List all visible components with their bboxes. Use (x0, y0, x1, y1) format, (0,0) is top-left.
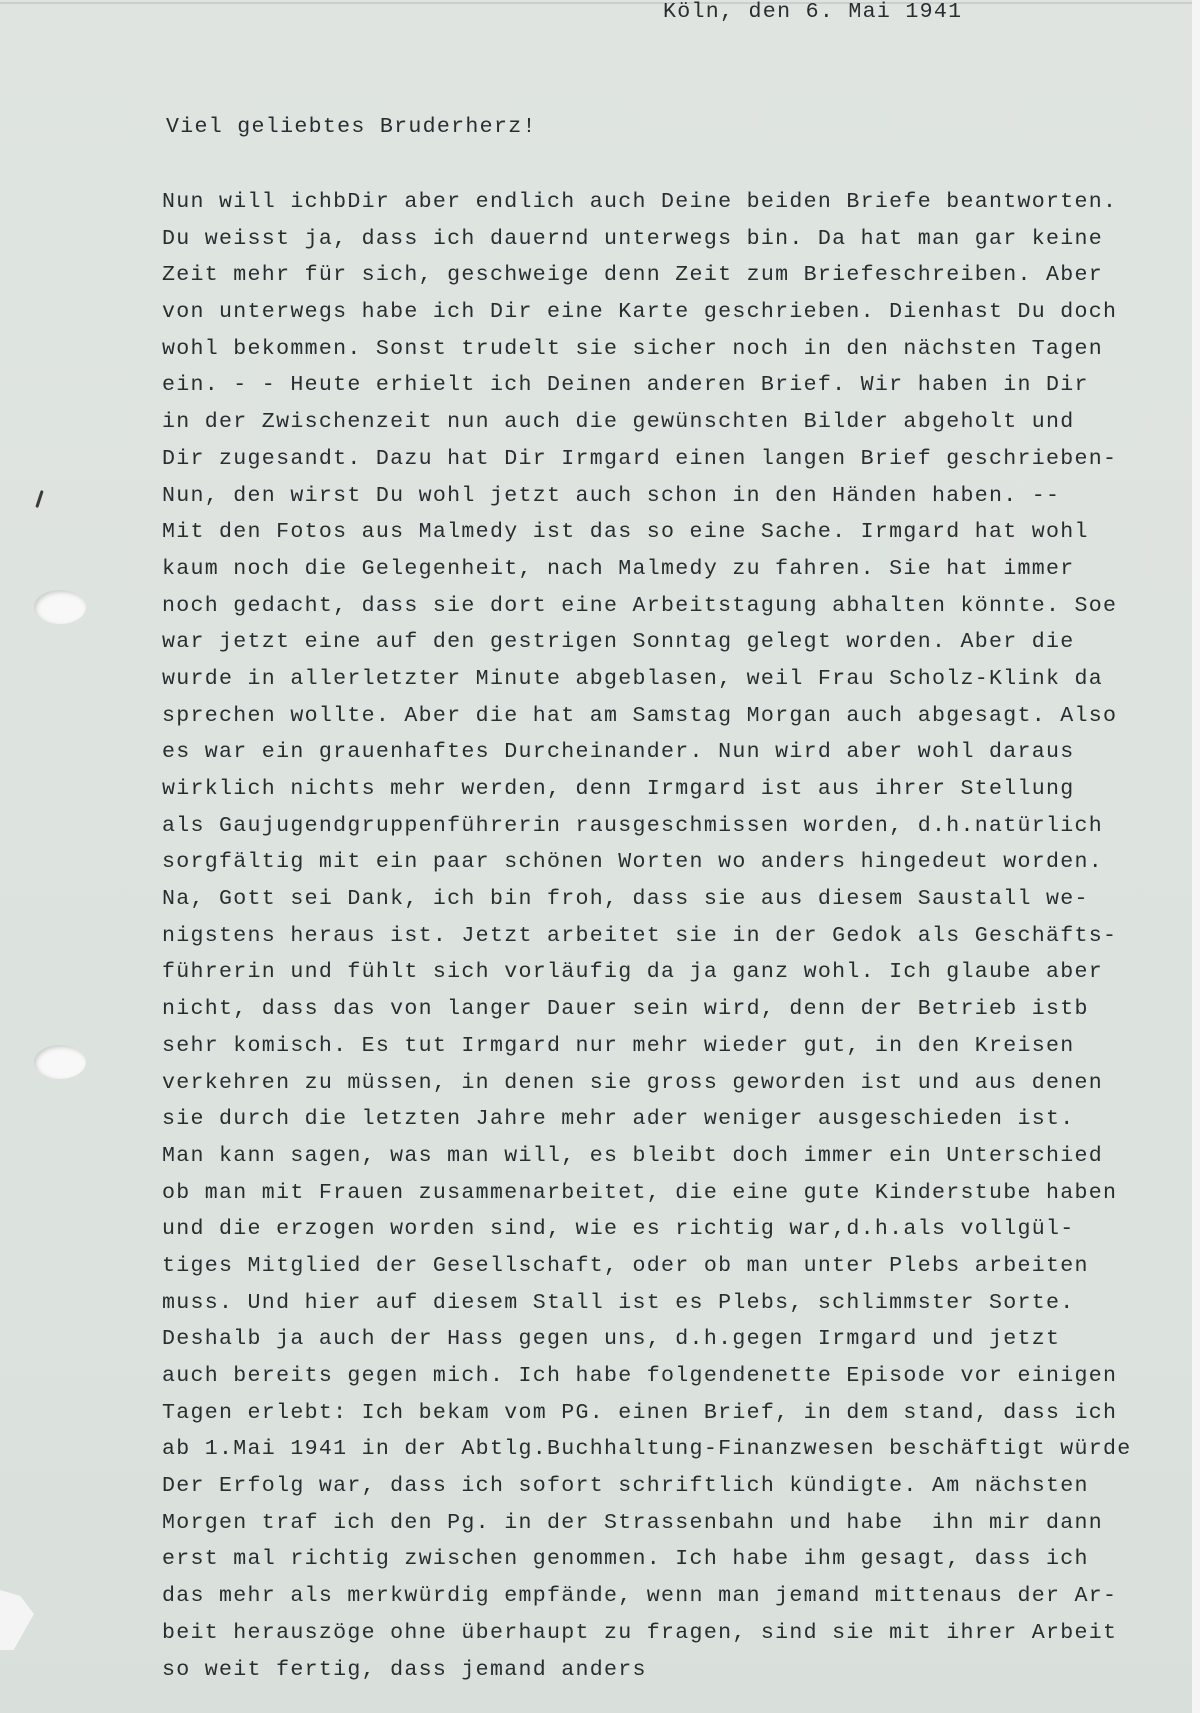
letter-line: Der Erfolg war, dass ich sofort schriftlich kündigte. Am nächsten (162, 1474, 1089, 1499)
letter-salutation: Viel geliebtes Bruderherz! (166, 115, 537, 139)
letter-line: noch gedacht, dass sie dort eine Arbeitstagung abhalten könnte. Soe (162, 593, 1118, 618)
letter-line: Nun, den wirst Du wohl jetzt auch schon in den Händen haben. -- (162, 483, 1061, 508)
letter-line: Zeit mehr für sich, geschweige denn Zeit zum Briefeschreiben. Aber (162, 263, 1104, 288)
letter-line: wirklich nichts mehr werden, denn Irmgard ist aus ihrer Stellung (162, 777, 1075, 801)
letter-line: so weit fertig, dass jemand anders (162, 1657, 647, 1682)
letter-line: Deshalb ja auch der Hass gegen uns, d.h.gegen Irmgard und jetzt (162, 1327, 1061, 1352)
letter-line: verkehren zu müssen, in denen sie gross geworden ist und aus denen (162, 1070, 1104, 1095)
letter-line: Dir zugesandt. Dazu hat Dir Irmgard einen langen Brief geschrieben- (162, 446, 1118, 471)
letter-line: beit herauszöge ohne überhaupt zu fragen, sind sie mit ihrer Arbeit (162, 1620, 1118, 1645)
letter-line: war jetzt eine auf den gestrigen Sonntag gelegt worden. Aber die (162, 630, 1075, 655)
margin-pencil-mark (35, 490, 43, 508)
letter-line: Tagen erlebt: Ich bekam vom PG. einen Brief, in dem stand, dass ich (162, 1400, 1118, 1425)
letter-line: sie durch die letzten Jahre mehr ader weniger ausgeschieden ist. (162, 1107, 1075, 1132)
letter-line: ob man mit Frauen zusammenarbeitet, die eine gute Kinderstube haben (162, 1180, 1118, 1205)
letter-line: wohl bekommen. Sonst trudelt sie sicher noch in den nächsten Tagen (162, 336, 1104, 361)
letter-line: Morgen traf ich den Pg. in der Strassenbahn und habe ihn mir dann (162, 1510, 1104, 1535)
letter-date: Köln, den 6. Mai 1941 (663, 0, 963, 24)
punch-hole-lower (34, 1045, 86, 1079)
page-right-edge (1192, 0, 1200, 1713)
letter-line: sorgfältig mit ein paar schönen Worten wo anders hingedeut worden. (162, 850, 1104, 875)
letter-line: ein. - - Heute erhielt ich Deinen anderen Brief. Wir haben in Dir (162, 373, 1089, 398)
letter-line: Na, Gott sei Dank, ich bin froh, dass sie aus diesem Saustall we- (162, 887, 1089, 912)
letter-line: sprechen wollte. Aber die hat am Samstag Morgan auch abgesagt. Also (162, 703, 1118, 728)
letter-line: muss. Und hier auf diesem Stall ist es Plebs, schlimmster Sorte. (162, 1290, 1075, 1315)
letter-line: das mehr als merkwürdig empfände, wenn man jemand mittenaus der Ar- (162, 1584, 1118, 1609)
letter-line: von unterwegs habe ich Dir eine Karte geschrieben. Dienhast Du doch (162, 300, 1118, 325)
letter-line: wurde in allerletzter Minute abgeblasen, weil Frau Scholz-Klink da (162, 666, 1104, 691)
letter-line: erst mal richtig zwischen genommen. Ich habe ihm gesagt, dass ich (162, 1547, 1089, 1572)
letter-line: Du weisst ja, dass ich dauernd unterwegs bin. Da hat man gar keine (162, 226, 1104, 251)
letter-line: führerin und fühlt sich vorläufig da ja ganz wohl. Ich glaube aber (162, 960, 1104, 985)
letter-line: und die erzogen worden sind, wie es richtig war,d.h.als vollgül- (162, 1217, 1075, 1242)
punch-hole-upper (34, 590, 86, 624)
letter-line: es war ein grauenhaftes Durcheinander. Nun wird aber wohl daraus (162, 740, 1075, 765)
letter-line: Mit den Fotos aus Malmedy ist das so eine Sache. Irmgard hat wohl (162, 520, 1089, 545)
letter-line: nicht, dass das von langer Dauer sein wird, denn der Betrieb istb (162, 997, 1089, 1022)
letter-line: tiges Mitglied der Gesellschaft, oder ob man unter Plebs arbeiten (162, 1253, 1089, 1278)
letter-line: Man kann sagen, was man will, es bleibt doch immer ein Unterschied (162, 1143, 1104, 1168)
letter-line: in der Zwischenzeit nun auch die gewünschten Bilder abgeholt und (162, 410, 1075, 435)
letter-line: ab 1.Mai 1941 in der Abtlg.Buchhaltung-Finanzwesen beschäftigt würde (162, 1437, 1132, 1462)
letter-line: als Gaujugendgruppenführerin rausgeschmissen worden, d.h.natürlich (162, 813, 1104, 838)
letter-line: sehr komisch. Es tut Irmgard nur mehr wieder gut, in den Kreisen (162, 1033, 1075, 1058)
letter-line: auch bereits gegen mich. Ich habe folgendenette Episode vor einigen (162, 1364, 1118, 1388)
letter-line: Nun will ichbDir aber endlich auch Deine beiden Briefe beantworten. (162, 190, 1118, 214)
letter-body (162, 184, 1192, 1688)
letter-line: nigstens heraus ist. Jetzt arbeitet sie in der Gedok als Geschäfts- (162, 923, 1118, 948)
torn-corner (0, 1590, 34, 1650)
letter-line: kaum noch die Gelegenheit, nach Malmedy zu fahren. Sie hat immer (162, 556, 1075, 581)
page-edge-shadow (0, 2, 1200, 4)
